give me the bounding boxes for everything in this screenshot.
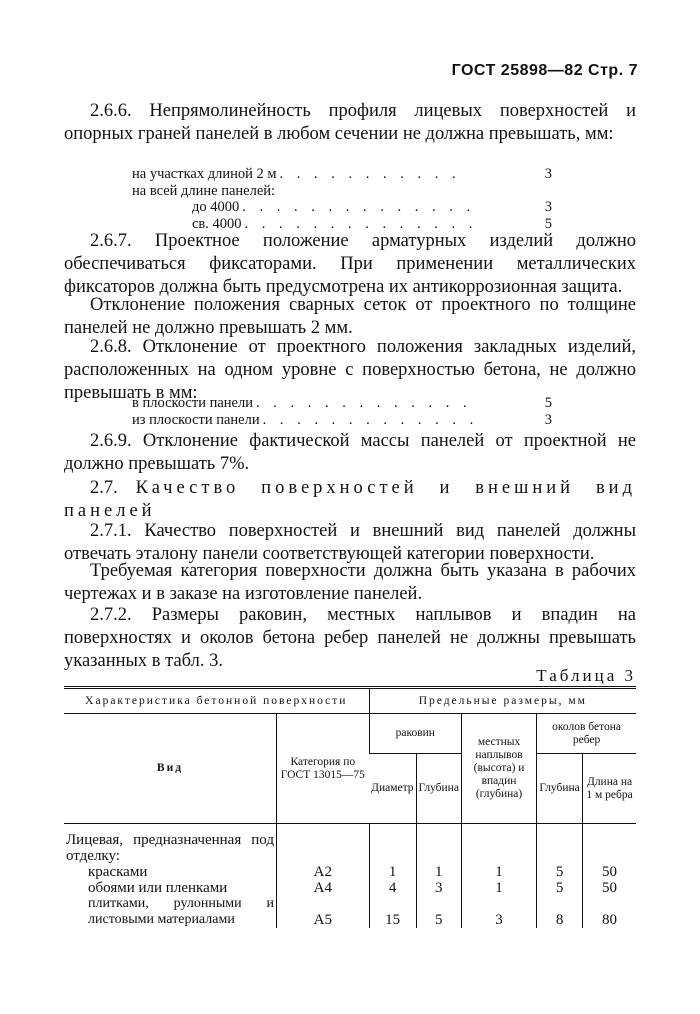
paragraph-2-6-7-b: Отклонение положения сварных сеток от проектного по толщине панелей не должно превышать 2 мм. (64, 295, 636, 338)
group-label: Лицевая, предназначенная под отделку: (66, 831, 274, 864)
header-limit-sizes: Предельные размеры, мм (369, 688, 636, 714)
header-cavities: раковин (369, 714, 461, 754)
table-caption: Таблица 3 (536, 666, 636, 685)
paragraph-2-6-9: 2.6.9. Отклонение фактической массы панелей от проектной не должно превышать 7%. (64, 431, 636, 474)
list-item: в плоскости панели . . . . . . . . . . . . . 5 (132, 395, 552, 411)
list-item: св. 4000 . . . . . . . . . . . . . . 5 (192, 215, 552, 232)
paragraph-2-6-6: 2.6.6. Непрямолинейность профиля лицевых поверхностей и опорных граней панелей в любом сечении не должна превышать, мм: (64, 101, 636, 144)
table-row: обоями или пленками А4 4 3 1 5 50 (64, 880, 636, 896)
table-row (64, 824, 636, 864)
list-item: до 4000 . . . . . . . . . . . . . . 3 (192, 199, 552, 215)
header-chip-length: Длина на 1 м ребра (583, 754, 636, 824)
list-item: из плоскости панели . . . . . . . . . . . . . 3 (132, 411, 552, 428)
section-title: Качество поверхностей и внешний вид панелей (64, 478, 636, 521)
list-item: на всей длине панелей: (132, 182, 276, 199)
table-3 (64, 686, 636, 928)
section-number: 2.7. (90, 478, 118, 498)
table-row: плитками, рулонными и листовыми материалами А5 15 5 3 8 80 (64, 896, 636, 928)
section-heading-2-7 (64, 477, 636, 523)
header-type: Вид (64, 714, 276, 824)
table-row: красками А2 1 1 1 5 50 (64, 864, 636, 880)
list-tolerance-profile (132, 166, 552, 232)
paragraph-2-7-1: 2.7.1. Качество поверхностей и внешний вид панелей должны отвечать эталону панели соответствующей категории поверхности. (64, 521, 636, 564)
page-header: ГОСТ 25898—82 Стр. 7 (451, 62, 638, 79)
header-category: Категория по ГОСТ 13015—75 (276, 714, 369, 824)
header-chip-depth: Глубина (537, 754, 583, 824)
paragraph-2-6-8: 2.6.8. Отклонение от проектного положения закладных изделий, расположенных на одном уровне с поверхностью бетона, не должно превышать в мм: (64, 337, 636, 403)
header-chips: околов бетона ребер (537, 714, 636, 754)
list-tolerance-embedded (132, 395, 552, 428)
header-sags: местных наплывов (высота) и впадин (глубина) (461, 714, 536, 824)
header-depth: Глубина (416, 754, 461, 824)
header-characteristic: Характеристика бетонной поверхности (64, 688, 369, 714)
paragraph-2-6-7: 2.6.7. Проектное положение арматурных изделий должно обеспечиваться фиксаторами. При применении металлических фиксаторов должна быть предусмотрена их антикоррозионная защита. (64, 231, 636, 297)
header-diameter: Диаметр (369, 754, 416, 824)
paragraph-2-7-1-b: Требуемая категория поверхности должна быть указана в рабочих чертежах и в заказе на изготовление панелей. (64, 561, 636, 604)
list-item: на участках длиной 2 м . . . . . . . . . . . 3 (132, 166, 552, 182)
paragraph-2-7-2: 2.7.2. Размеры раковин, местных наплывов и впадин на поверхностях и околов бетона ребер панелей не должны превышать указанных в табл. 3. (64, 605, 636, 671)
